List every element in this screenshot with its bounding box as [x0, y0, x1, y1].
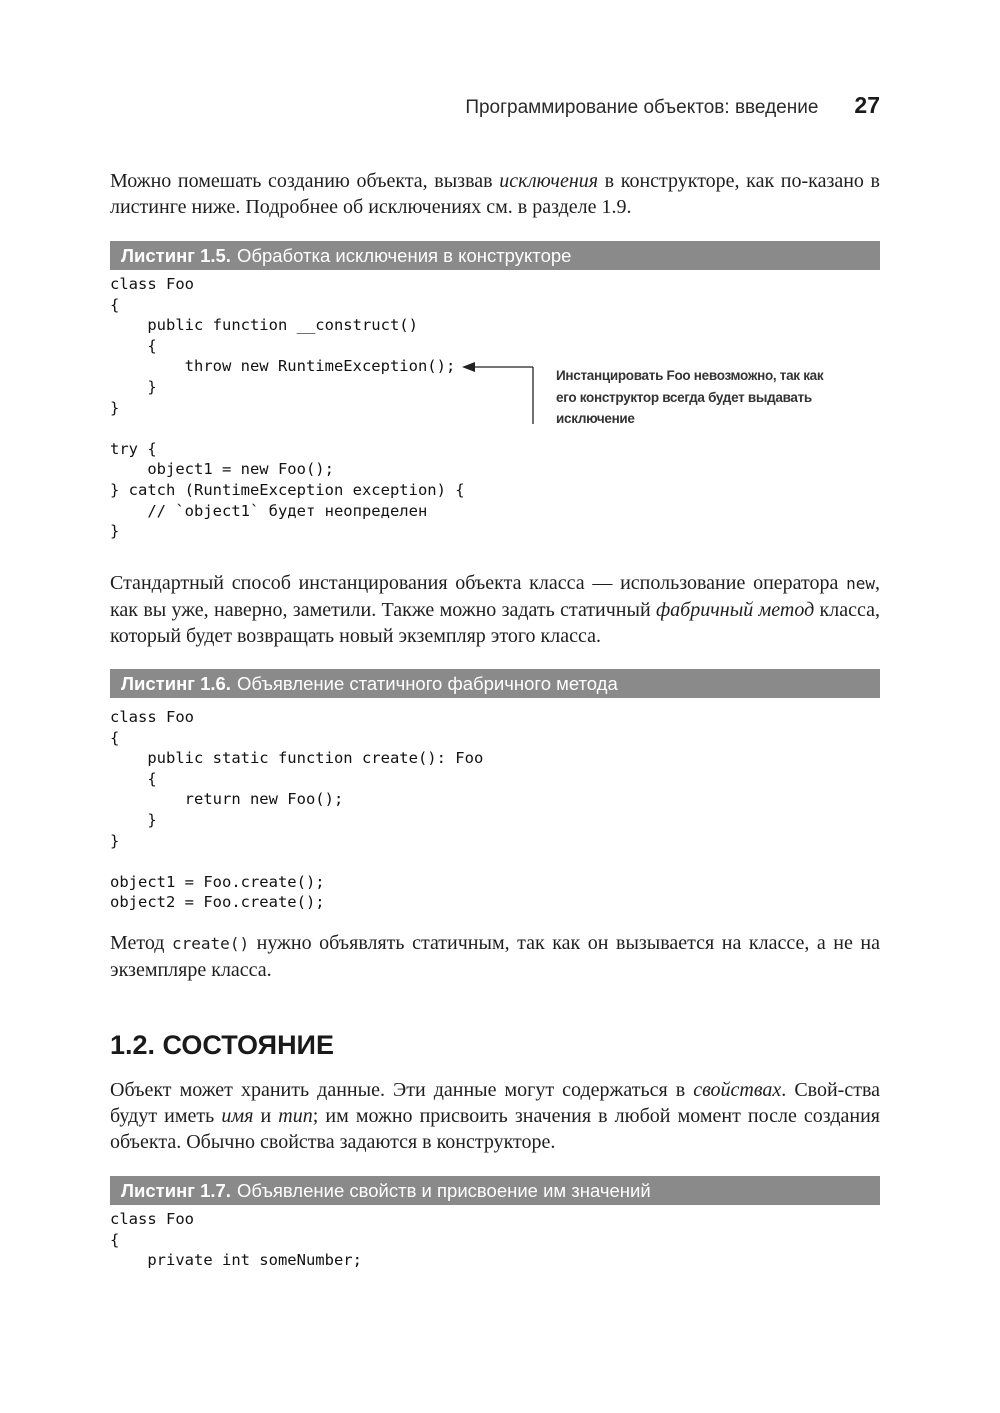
section-heading: 1.2. СОСТОЯНИЕ	[110, 1030, 334, 1060]
listing-number: Листинг 1.6.	[121, 673, 231, 694]
page-header	[110, 92, 880, 119]
listing-caption-bar	[110, 1176, 880, 1205]
running-title: Программирование объектов: введение	[465, 97, 819, 118]
state-paragraph: Объект может хранить данные. Эти данные могут содержаться в свойствах. Свой-ства будут иметь имя и тип; им можно присвоить значения в любой момент после создания объекта. Обычно свойства задаются в конструкторе.	[110, 1079, 881, 1153]
factory-paragraph: Стандартный способ инстанцирования объекта класса — использование оператора new, как вы уже, наверно, заметили. Также можно задать статичный фабричный метод класса, который будет возвращать новый экземпляр этого класса.	[110, 572, 880, 647]
listing-caption-bar	[110, 669, 880, 698]
page-number: 27	[854, 92, 880, 118]
inline-code: new	[846, 574, 875, 593]
inline-code: create()	[172, 934, 250, 953]
emphasis: имя	[221, 1105, 254, 1127]
code-block: class Foo { public function __construct() { throw new RuntimeException(); } } try { object1 = new Foo(); } catch (RuntimeException exception) { // `object1` будет неопределен }	[110, 275, 465, 541]
listing-caption: Обработка исключения в конструкторе	[236, 245, 572, 266]
listing-caption-bar	[110, 241, 880, 270]
listing-number: Листинг 1.5.	[121, 245, 231, 266]
code-block: class Foo { public static function create(): Foo { return new Foo(); } } object1 = Foo.create(); object2 = Foo.create();	[110, 708, 484, 912]
emphasis: исключения	[499, 170, 599, 192]
listing-number: Листинг 1.7.	[121, 1180, 231, 1201]
create-paragraph: Метод create() нужно объявлять статичным, так как он вызывается на классе, а не на экземпляре класса.	[110, 932, 880, 981]
listing-caption: Объявление свойств и присвоение им значений	[236, 1180, 651, 1201]
code-annotation: Инстанцировать Foo невозможно, так как его конструктор всегда будет выдавать исключение	[556, 368, 824, 426]
code-block: class Foo { private int someNumber;	[110, 1210, 362, 1270]
emphasis: свойствах	[693, 1079, 782, 1101]
listing-caption: Объявление статичного фабричного метода	[236, 673, 618, 694]
emphasis: фабричный метод	[655, 599, 815, 621]
intro-paragraph: Можно помешать созданию объекта, вызвав исключения в конструкторе, как по-казано в листинге ниже. Подробнее об исключениях см. в разделе 1.9.	[110, 170, 881, 218]
emphasis: тип	[278, 1105, 313, 1127]
annotation-arrow	[462, 358, 537, 428]
